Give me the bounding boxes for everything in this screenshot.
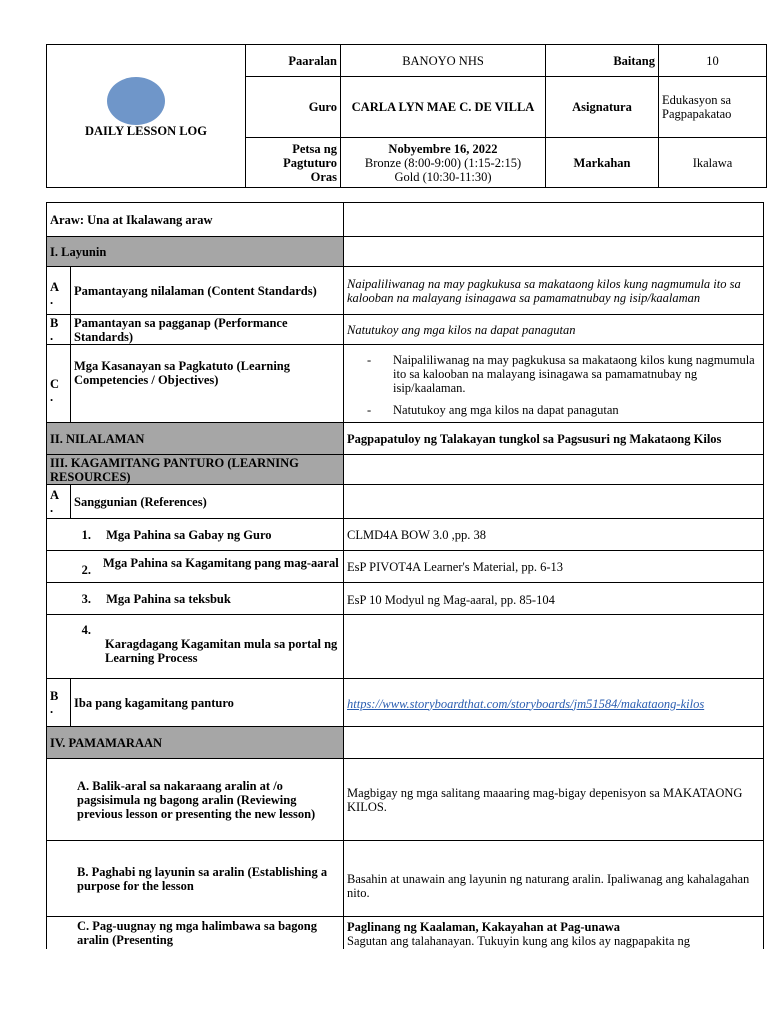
ref3-label: Mga Pahina sa teksbuk [106,591,231,606]
kagamitan-heading: III. KAGAMITANG PANTURO (LEARNING RESOURCES) [47,455,344,485]
iba-key-letter: B [50,688,59,703]
a-key-dot: . [50,292,54,307]
ref3-value: EsP 10 Modyul ng Mag-aaral, pp. 85-104 [344,583,764,615]
content-standards-label: Pamantayang nilalaman (Content Standards) [71,267,344,315]
baitang-label: Baitang [546,45,659,77]
markahan-value: Ikalawa [659,138,767,188]
petsa-label-line3: Oras [310,169,337,184]
ref3-num: 3. [81,591,91,606]
araw-empty [344,203,764,237]
sang-key-letter: A [50,487,60,502]
lesson-table [46,202,764,949]
learning-competencies-value [344,345,764,423]
guro-value: CARLA LYN MAE C. DE VILLA [341,77,546,138]
iba-value [344,679,764,727]
ref1-num: 1. [81,527,91,542]
ref3-cell [47,583,344,615]
asignatura-label: Asignatura [546,77,659,138]
ref2-value: EsP PIVOT4A Learner's Material, pp. 6-13 [344,551,764,583]
layunin-heading: I. Layunin [47,237,344,267]
nilalaman-heading: II. NILALAMAN [47,423,344,455]
paghabi-value: Basahin at unawain ang layunin ng naturang aralin. Ipaliwanag ang kahalagahan nito. [344,841,764,917]
b-key-dot: . [50,328,54,343]
c-key [47,345,71,423]
daily-lesson-log-title: DAILY LESSON LOG [84,124,208,138]
petsa-label-line1: Petsa ng [292,141,337,156]
markahan-label: Markahan [546,138,659,188]
content-standards-value: Naipaliliwanag na may pagkukusa sa makataong kilos kung nagmumula ito sa kalooban na malayang isinagawa sa pamamatnubay ng isip/kaalaman [344,267,764,315]
ref1-label: Mga Pahina sa Gabay ng Guro [106,527,272,542]
iba-key [47,679,71,727]
balik-aral-label: A. Balik-aral sa nakaraang aralin at /o pagsisimula ng bagong aralin (Reviewing previous lesson or presenting the new lesson) [47,759,344,841]
nilalaman-value: Pagpapatuloy ng Talakayan tungkol sa Pagsusuri ng Makataong Kilos [344,423,764,455]
ref2-cell [47,551,344,583]
paaralan-value: BANOYO NHS [341,45,546,77]
ref1-value: CLMD4A BOW 3.0 ,pp. 38 [344,519,764,551]
storyboard-link[interactable]: https://www.storyboardthat.com/storyboards/jm51584/makataong-kilos [347,696,705,711]
competency-item: - Naipaliliwanag na may pagkukusa sa makataong kilos kung nagmumula ito sa kalooban na malayang isinagawa sa pamamatnubay ng isip/kaalaman. [367,353,760,395]
sang-key-dot: . [50,500,54,515]
layunin-empty [344,237,764,267]
a-key-letter: A [50,279,60,294]
petsa-value [341,138,546,188]
b-key-letter: B [50,315,59,330]
pag-uugnay-value [344,917,764,949]
balik-aral-value: Magbigay ng mga salitang maaaring mag-bigay depenisyon sa MAKATAONG KILOS. [344,759,764,841]
logo-cell [47,45,246,188]
ref4-empty [344,615,764,679]
asignatura-value: Edukasyon sa Pagpapakatao [659,77,767,138]
iba-key-dot: . [50,701,54,716]
ref4-cell [47,615,344,679]
ref2-num: 2. [81,563,91,577]
pag-uugnay-title: Paglinang ng Kaalaman, Kakayahan at Pag-unawa [347,919,620,934]
ref4-num: 4. [81,623,91,637]
pamamaraan-heading: IV. PAMAMARAAN [47,727,344,759]
araw-cell: Araw: Una at Ikalawang araw [47,203,344,237]
competencies-list [347,353,760,417]
sanggunian-key [47,485,71,519]
competency-item: - Natutukoy ang mga kilos na dapat panagutan [367,403,760,417]
baitang-value: 10 [659,45,767,77]
sanggunian-empty [344,485,764,519]
petsa-label-line2: Pagtuturo [283,155,337,170]
paghabi-label: B. Paghabi ng layunin sa aralin (Establishing a purpose for the lesson [47,841,344,917]
header-table [46,44,767,188]
petsa-gold: Gold (10:30-11:30) [394,169,492,184]
petsa-label [246,138,341,188]
pamamaraan-empty [344,727,764,759]
pag-uugnay-label: C. Pag-uugnay ng mga halimbawa sa bagong aralin (Presenting [47,917,344,949]
ref4-label: Karagdagang Kagamitan mula sa portal ng Learning Process [105,637,338,665]
performance-standards-label: Pamantayan sa pagganap (Performance Standards) [71,315,344,345]
kagamitan-empty [344,455,764,485]
b-key [47,315,71,345]
pag-uugnay-text: Sagutan ang talahanayan. Tukuyin kung ang kilos ay nagpapakita ng [347,933,690,948]
iba-label: Iba pang kagamitang panturo [71,679,344,727]
learning-competencies-label: Mga Kasanayan sa Pagkatuto (Learning Competencies / Objectives) [71,345,344,423]
ref2-label: Mga Pahina sa Kagamitang pang mag-aaral [103,556,339,570]
paaralan-label: Paaralan [246,45,341,77]
sanggunian-label: Sanggunian (References) [71,485,344,519]
c-key-letter: C [50,376,60,391]
ref1-cell [47,519,344,551]
c-key-dot: . [50,389,54,404]
performance-standards-value: Natutukoy ang mga kilos na dapat panagutan [344,315,764,345]
a-key [47,267,71,315]
petsa-date: Nobyembre 16, 2022 [388,141,498,156]
school-logo [107,77,165,125]
guro-label: Guro [246,77,341,138]
petsa-bronze: Bronze (8:00-9:00) (1:15-2:15) [364,155,522,170]
